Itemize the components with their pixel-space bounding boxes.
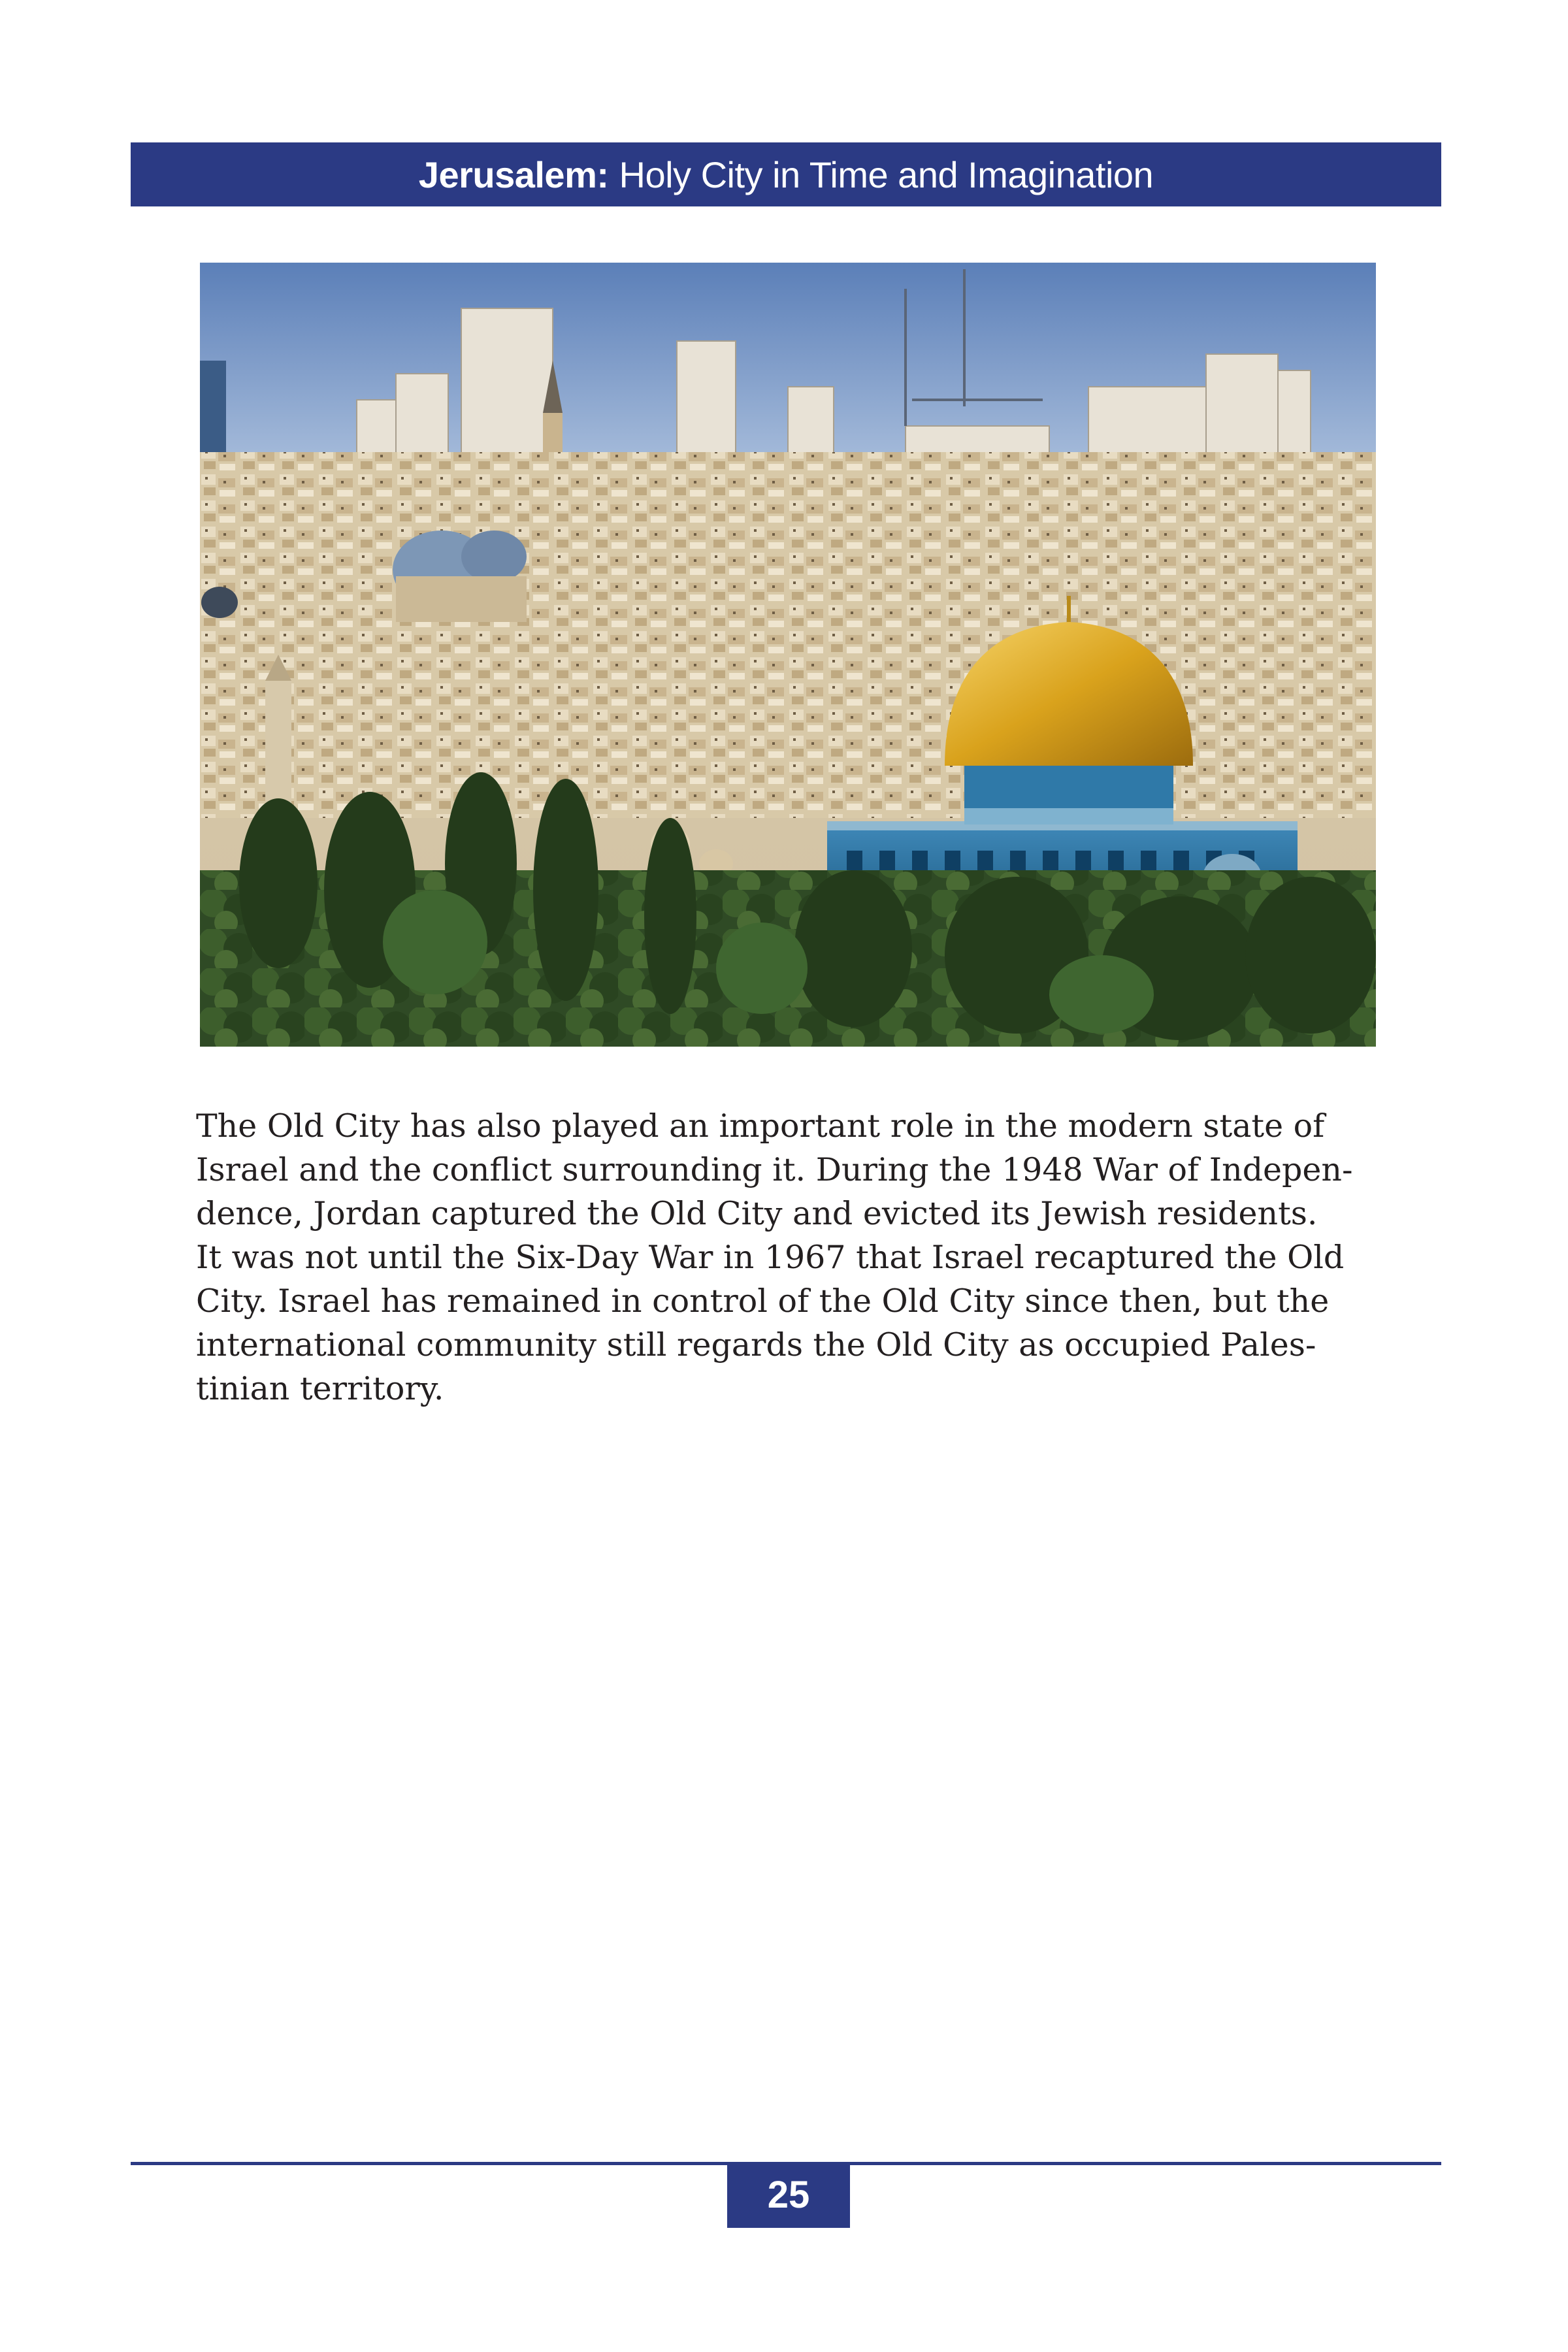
- photo-illustration: [200, 263, 1376, 1047]
- header-title-rest: Holy City in Time and Imagination: [619, 154, 1154, 195]
- jerusalem-old-city-photo: [200, 263, 1376, 1047]
- body-line: international community still regards the Old City as occupied Pales-: [196, 1326, 1316, 1364]
- body-line: City. Israel has remained in control of the Old City since then, but the: [196, 1282, 1330, 1320]
- body-line: The Old City has also played an important role in the modern state of: [196, 1107, 1325, 1145]
- body-line: tinian territory.: [196, 1370, 444, 1407]
- page-number: 25: [727, 2162, 850, 2228]
- body-line: It was not until the Six-Day War in 1967 that Israel recaptured the Old: [196, 1239, 1345, 1276]
- body-line: Israel and the conflict surrounding it. During the 1948 War of Indepen-: [196, 1151, 1353, 1188]
- running-header: [131, 142, 1441, 206]
- body-line: dence, Jordan captured the Old City and evicted its Jewish residents.: [196, 1195, 1318, 1232]
- header-title-bold: Jerusalem:: [418, 154, 609, 195]
- body-paragraph: [196, 1104, 1372, 1411]
